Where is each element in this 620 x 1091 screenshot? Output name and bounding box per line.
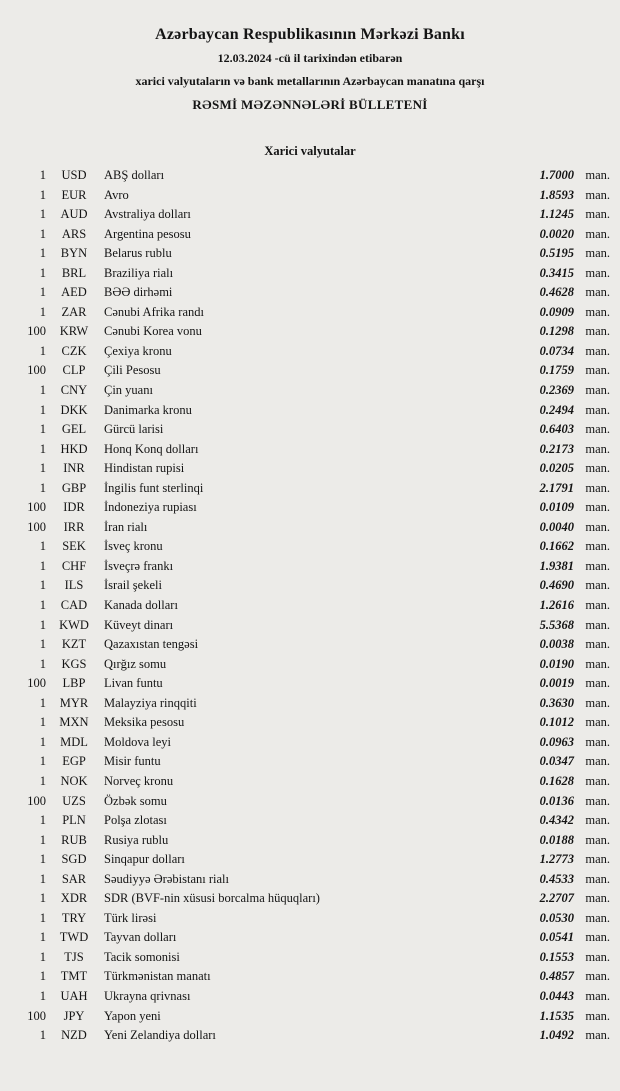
currency-name: Yeni Zelandiya dolları [104, 1028, 216, 1043]
rate-value: 0.0347 [539, 754, 574, 769]
unit-label: man. [585, 1008, 610, 1023]
currency-code: AED [61, 285, 87, 300]
unit-label: man. [585, 187, 610, 202]
unit-label: man. [585, 285, 610, 300]
quantity: 100 [27, 793, 46, 808]
rate-value: 0.0963 [539, 734, 574, 749]
rate-row [0, 655, 620, 675]
currency-name: İndoneziya rupiası [104, 500, 197, 515]
rate-value: 0.2173 [539, 441, 574, 456]
unit-label: man. [585, 598, 610, 613]
currency-name: Qazaxıstan tengəsi [104, 637, 199, 652]
currency-name: İngilis funt sterlinqi [104, 480, 204, 495]
rate-row [0, 518, 620, 538]
currency-code: GBP [61, 480, 87, 495]
rate-value: 0.1298 [539, 324, 574, 339]
unit-label: man. [585, 891, 610, 906]
rate-row [0, 342, 620, 362]
bulletin-title: RƏSMİ MƏZƏNNƏLƏRİ BÜLLETENİ [192, 97, 428, 112]
rate-row [0, 479, 620, 499]
quantity: 100 [27, 519, 46, 534]
rate-value: 0.0734 [539, 343, 574, 358]
rate-row [0, 596, 620, 616]
rate-value: 1.9381 [539, 558, 574, 573]
unit-label: man. [585, 1028, 610, 1043]
unit-label: man. [585, 343, 610, 358]
currency-name: Hindistan rupisi [104, 461, 185, 476]
effective-date-line: 12.03.2024 -cü il tarixindən etibarən [217, 51, 403, 65]
quantity: 1 [39, 304, 46, 319]
currency-name: Qırğız somu [104, 656, 167, 671]
quantity: 1 [39, 285, 46, 300]
rate-value: 0.0190 [539, 656, 574, 671]
rate-row [0, 635, 620, 655]
unit-label: man. [585, 852, 610, 867]
unit-label: man. [585, 441, 610, 456]
quantity: 1 [39, 969, 46, 984]
unit-label: man. [585, 578, 610, 593]
quantity: 100 [27, 1008, 46, 1023]
unit-label: man. [585, 617, 610, 632]
rate-row [0, 772, 620, 792]
currency-name: Sinqapur dolları [104, 852, 185, 867]
quantity: 1 [39, 558, 46, 573]
rate-row [0, 537, 620, 557]
rate-value: 0.6403 [539, 422, 574, 437]
unit-label: man. [585, 793, 610, 808]
currency-name: Səudiyyə Ərəbistanı rialı [104, 871, 229, 886]
currency-name: Malayziya rinqqiti [104, 695, 197, 710]
unit-label: man. [585, 734, 610, 749]
rate-row [0, 361, 620, 381]
quantity: 1 [39, 265, 46, 280]
rate-value: 0.0443 [539, 988, 574, 1003]
currency-name: Danimarka kronu [104, 402, 192, 417]
rate-value: 0.0038 [539, 637, 574, 652]
currency-name: Argentina pesosu [104, 226, 191, 241]
rate-row [0, 928, 620, 948]
rate-value: 1.2773 [539, 852, 574, 867]
currency-code: IDR [63, 500, 85, 515]
rate-row [0, 948, 620, 968]
currency-code: DKK [60, 402, 88, 417]
currency-code: LBP [62, 676, 86, 691]
unit-label: man. [585, 461, 610, 476]
currency-code: KRW [59, 324, 89, 339]
bank-title: Azərbaycan Respublikasının Mərkəzi Bankı [155, 26, 465, 43]
rate-value: 0.3415 [539, 265, 574, 280]
rate-row [0, 889, 620, 909]
quantity: 1 [39, 578, 46, 593]
currency-name: Braziliya rialı [104, 265, 174, 280]
currency-code: CNY [60, 383, 88, 398]
subject-line: xarici valyutaların və bank metallarının Azərbaycan manatına qarşı [135, 74, 485, 88]
quantity: 1 [39, 871, 46, 886]
currency-code: EGP [62, 754, 86, 769]
unit-label: man. [585, 695, 610, 710]
quantity: 1 [39, 461, 46, 476]
quantity: 1 [39, 246, 46, 261]
rate-value: 0.3630 [539, 695, 574, 710]
currency-name: BƏƏ dirhəmi [104, 285, 173, 300]
currency-name: Tayvan dolları [104, 930, 177, 945]
quantity: 1 [39, 656, 46, 671]
unit-label: man. [585, 813, 610, 828]
rate-value: 0.0109 [539, 500, 574, 515]
unit-label: man. [585, 265, 610, 280]
rate-value: 0.0040 [539, 519, 574, 534]
rate-row [0, 909, 620, 929]
currency-name: Çexiya kronu [104, 343, 172, 358]
quantity: 1 [39, 910, 46, 925]
section-title: Xarici valyutalar [264, 144, 356, 158]
rate-value: 1.0492 [539, 1028, 574, 1043]
rate-value: 0.4690 [539, 578, 574, 593]
currency-code: UAH [60, 988, 88, 1003]
unit-label: man. [585, 304, 610, 319]
quantity: 1 [39, 187, 46, 202]
rate-row [0, 752, 620, 772]
unit-label: man. [585, 637, 610, 652]
currency-name: Meksika pesosu [104, 715, 185, 730]
unit-label: man. [585, 676, 610, 691]
currency-code: KZT [61, 637, 87, 652]
currency-code: RUB [61, 832, 87, 847]
currency-code: IRR [63, 519, 85, 534]
unit-label: man. [585, 715, 610, 730]
unit-label: man. [585, 480, 610, 495]
quantity: 1 [39, 813, 46, 828]
unit-label: man. [585, 930, 610, 945]
unit-label: man. [585, 363, 610, 378]
rate-value: 0.4533 [539, 871, 574, 886]
rate-value: 0.4857 [539, 969, 574, 984]
currency-code: UZS [62, 793, 86, 808]
unit-label: man. [585, 558, 610, 573]
currency-code: NZD [61, 1028, 87, 1043]
unit-label: man. [585, 324, 610, 339]
rate-row [0, 831, 620, 851]
unit-label: man. [585, 168, 610, 182]
quantity: 1 [39, 852, 46, 867]
rate-row [0, 576, 620, 596]
currency-name: Türkmənistan manatı [104, 969, 211, 984]
currency-code: TMT [60, 969, 88, 984]
rate-value: 0.1012 [539, 715, 574, 730]
rate-value: 0.1759 [539, 363, 574, 378]
rate-value: 0.0136 [539, 793, 574, 808]
quantity: 1 [39, 617, 46, 632]
currency-name: ABŞ dolları [104, 168, 165, 182]
rate-row [0, 1007, 620, 1027]
quantity: 100 [27, 500, 46, 515]
currency-name: Avro [104, 187, 129, 202]
rate-value: 0.1553 [539, 949, 574, 964]
currency-code: ILS [64, 578, 84, 593]
rate-row [0, 440, 620, 460]
currency-code: NOK [60, 773, 88, 788]
currency-code: CLP [62, 363, 86, 378]
rate-row [0, 967, 620, 987]
quantity: 1 [39, 539, 46, 554]
currency-name: Avstraliya dolları [104, 207, 191, 222]
rate-value: 0.0530 [539, 910, 574, 925]
quantity: 1 [39, 441, 46, 456]
unit-label: man. [585, 422, 610, 437]
currency-name: Çin yuanı [104, 383, 153, 398]
currency-name: Özbək somu [104, 793, 167, 808]
rate-row [0, 1026, 620, 1046]
unit-label: man. [585, 871, 610, 886]
currency-name: Honq Konq dolları [104, 441, 199, 456]
currency-code: MYR [59, 695, 89, 710]
currency-name: Türk lirəsi [104, 910, 157, 925]
rate-row [0, 674, 620, 694]
currency-code: KWD [59, 617, 89, 632]
currency-name: Rusiya rublu [104, 832, 169, 847]
quantity: 1 [39, 168, 46, 182]
currency-code: EUR [61, 187, 87, 202]
rate-value: 0.2369 [539, 383, 574, 398]
rate-value: 0.0909 [539, 304, 574, 319]
quantity: 100 [27, 363, 46, 378]
currency-code: XDR [60, 891, 88, 906]
quantity: 1 [39, 637, 46, 652]
unit-label: man. [585, 402, 610, 417]
currency-name: Kanada dolları [104, 598, 178, 613]
rate-row [0, 459, 620, 479]
rate-value: 0.0188 [539, 832, 574, 847]
currency-name: Çili Pesosu [104, 363, 161, 378]
currency-code: CHF [61, 558, 87, 573]
quantity: 1 [39, 754, 46, 769]
rate-row [0, 303, 620, 323]
currency-name: Belarus rublu [104, 246, 172, 261]
quantity: 100 [27, 324, 46, 339]
rate-row [0, 401, 620, 421]
rate-value: 1.8593 [539, 187, 574, 202]
rate-value: 0.2494 [539, 402, 574, 417]
currency-code: MXN [59, 715, 89, 730]
rate-row [0, 186, 620, 206]
quantity: 1 [39, 422, 46, 437]
rate-row [0, 322, 620, 342]
currency-name: Tacik somonisi [104, 949, 180, 964]
rate-row [0, 733, 620, 753]
quantity: 1 [39, 930, 46, 945]
rate-row [0, 225, 620, 245]
currency-code: CZK [61, 343, 87, 358]
currency-code: SAR [61, 871, 87, 886]
quantity: 1 [39, 207, 46, 222]
currency-code: ZAR [61, 304, 87, 319]
unit-label: man. [585, 383, 610, 398]
rate-value: 2.2707 [539, 891, 574, 906]
rate-value: 0.1628 [539, 773, 574, 788]
rate-row [0, 850, 620, 870]
currency-name: Norveç kronu [104, 773, 174, 788]
rate-value: 0.0205 [539, 461, 574, 476]
quantity: 100 [27, 676, 46, 691]
quantity: 1 [39, 734, 46, 749]
currency-code: CAD [60, 598, 88, 613]
quantity: 1 [39, 383, 46, 398]
quantity: 1 [39, 1028, 46, 1043]
currency-name: Livan funtu [104, 676, 163, 691]
quantity: 1 [39, 598, 46, 613]
rate-row [0, 244, 620, 264]
unit-label: man. [585, 207, 610, 222]
quantity: 1 [39, 773, 46, 788]
unit-label: man. [585, 656, 610, 671]
rate-row [0, 264, 620, 284]
rate-value: 0.0019 [539, 676, 574, 691]
bulletin-header [0, 26, 620, 113]
quantity: 1 [39, 832, 46, 847]
unit-label: man. [585, 949, 610, 964]
rate-row [0, 694, 620, 714]
unit-label: man. [585, 500, 610, 515]
rate-value: 0.5195 [539, 246, 574, 261]
rate-row [0, 498, 620, 518]
rate-row [0, 381, 620, 401]
rate-value: 1.2616 [539, 598, 574, 613]
rate-row [0, 420, 620, 440]
currency-code: BRL [61, 265, 87, 280]
rate-row [0, 792, 620, 812]
currency-name: Moldova leyi [104, 734, 172, 749]
rate-value: 0.1662 [539, 539, 574, 554]
currency-code: TRY [61, 910, 87, 925]
quantity: 1 [39, 949, 46, 964]
unit-label: man. [585, 754, 610, 769]
currency-code: AUD [60, 207, 88, 222]
quantity: 1 [39, 891, 46, 906]
currency-name: Küveyt dinarı [104, 617, 174, 632]
rate-value: 0.0541 [539, 930, 574, 945]
rate-row [0, 987, 620, 1007]
rate-value: 0.4342 [539, 813, 574, 828]
currency-code: BYN [60, 246, 88, 261]
currency-code: KGS [61, 656, 87, 671]
rate-row [0, 205, 620, 225]
unit-label: man. [585, 832, 610, 847]
quantity: 1 [39, 226, 46, 241]
quantity: 1 [39, 988, 46, 1003]
currency-name: SDR (BVF-nin xüsusi borcalma hüquqları) [104, 891, 320, 906]
currency-name: İsveç kronu [104, 539, 163, 554]
quantity: 1 [39, 715, 46, 730]
currency-code: JPY [63, 1008, 85, 1023]
rate-value: 1.1245 [539, 207, 574, 222]
unit-label: man. [585, 969, 610, 984]
unit-label: man. [585, 539, 610, 554]
rate-value: 1.7000 [539, 168, 574, 182]
currency-name: Polşa zlotası [104, 813, 167, 828]
currency-code: TWD [59, 930, 89, 945]
currency-name: Yapon yeni [104, 1008, 161, 1023]
rate-value: 0.4628 [539, 285, 574, 300]
rates-table [0, 166, 620, 1046]
rate-row [0, 283, 620, 303]
unit-label: man. [585, 519, 610, 534]
currency-name: İsrail şekeli [104, 578, 162, 593]
currency-name: Gürcü larisi [104, 422, 164, 437]
currency-code: ARS [61, 226, 87, 241]
currency-name: İran rialı [104, 519, 148, 534]
currency-code: SGD [61, 852, 87, 867]
rate-row [0, 811, 620, 831]
currency-code: TJS [64, 949, 84, 964]
currency-code: INR [63, 461, 85, 476]
unit-label: man. [585, 773, 610, 788]
rate-row [0, 713, 620, 733]
currency-code: SEK [62, 539, 86, 554]
rate-value: 0.0020 [539, 226, 574, 241]
currency-code: MDL [60, 734, 88, 749]
currency-code: GEL [61, 422, 87, 437]
unit-label: man. [585, 910, 610, 925]
quantity: 1 [39, 343, 46, 358]
unit-label: man. [585, 246, 610, 261]
rate-row [0, 870, 620, 890]
rate-row [0, 166, 620, 186]
currency-name: Misir funtu [104, 754, 161, 769]
currency-code: PLN [62, 813, 86, 828]
rate-value: 1.1535 [539, 1008, 574, 1023]
currency-code: USD [61, 168, 87, 182]
rate-value: 5.5368 [539, 617, 574, 632]
currency-name: Cənubi Afrika randı [104, 304, 204, 319]
currency-name: Ukrayna qrivnası [104, 988, 191, 1003]
quantity: 1 [39, 480, 46, 495]
unit-label: man. [585, 988, 610, 1003]
currency-code: HKD [60, 441, 88, 456]
unit-label: man. [585, 226, 610, 241]
quantity: 1 [39, 695, 46, 710]
rate-row [0, 557, 620, 577]
rate-value: 2.1791 [539, 480, 574, 495]
currency-name: İsveçrə frankı [104, 558, 174, 573]
quantity: 1 [39, 402, 46, 417]
currency-name: Cənubi Korea vonu [104, 324, 202, 339]
rate-row [0, 616, 620, 636]
